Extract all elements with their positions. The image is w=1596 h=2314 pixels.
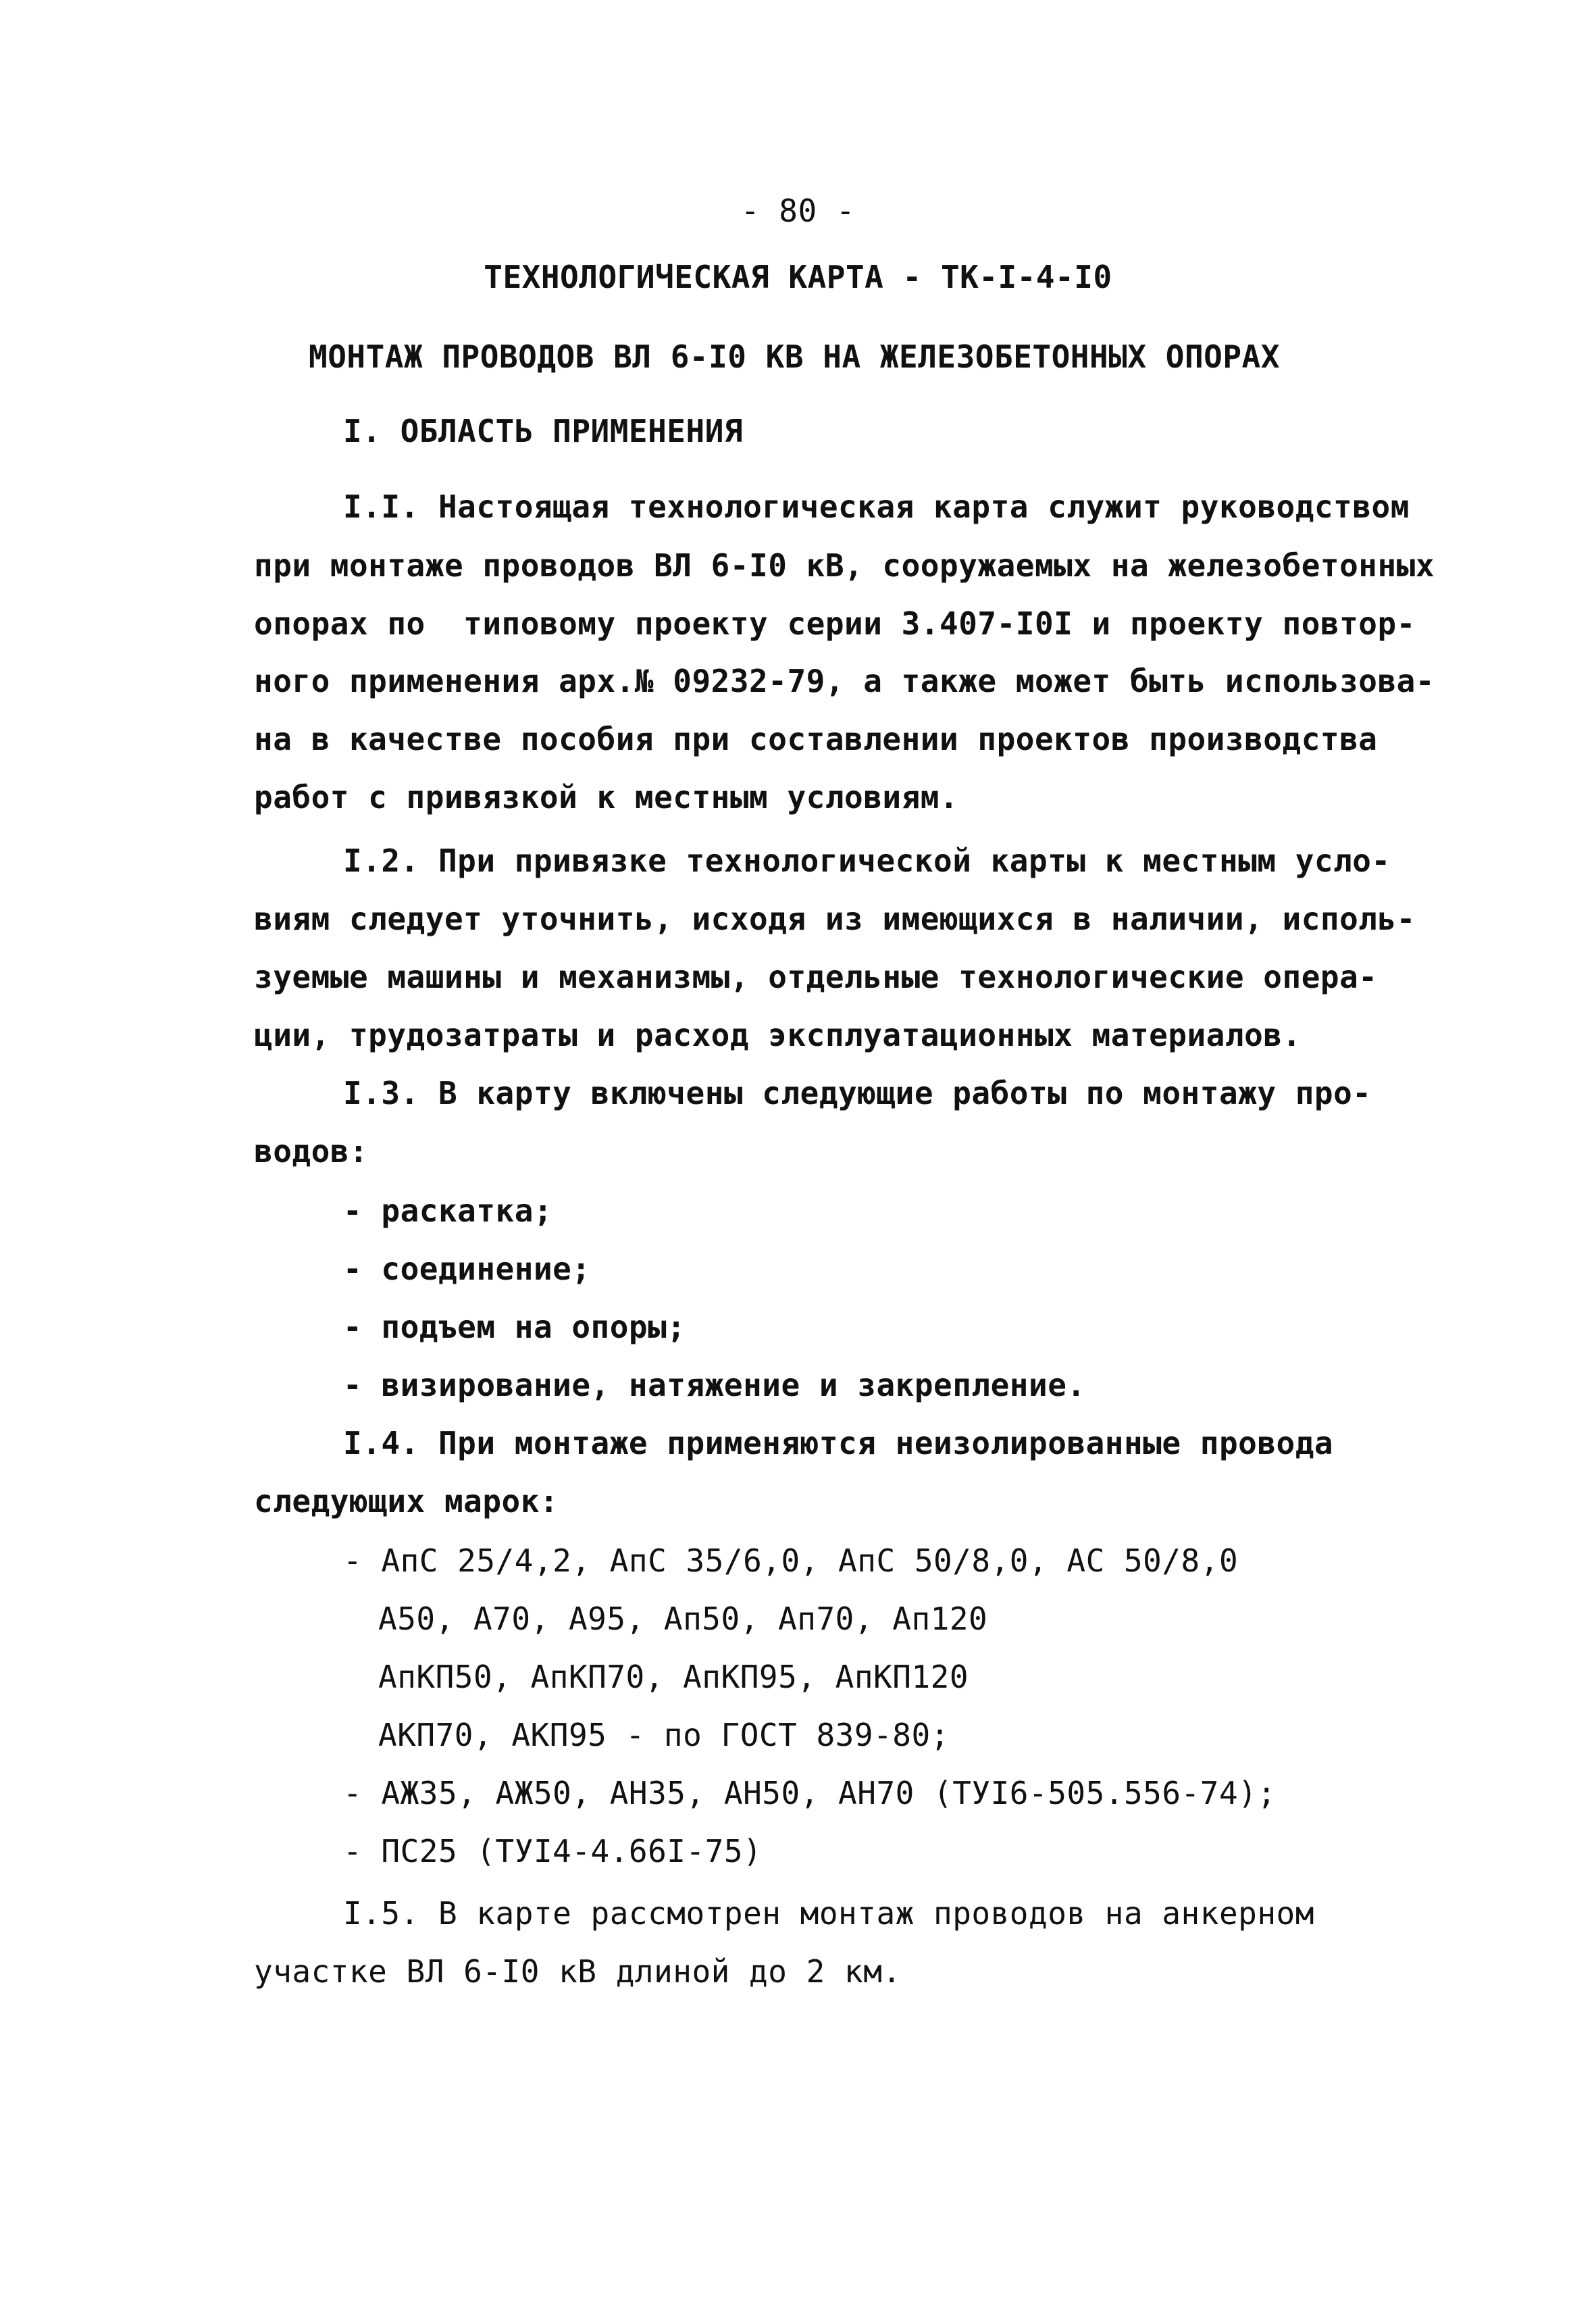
wire-grade-line: - ПС25 (ТУI4-4.66I-75) <box>343 1833 763 1869</box>
paragraph-1-1-line: опорах по типовому проекту серии 3.407-I0I и проекту повтор- <box>254 605 1416 642</box>
document-subtitle: МОНТАЖ ПРОВОДОВ ВЛ 6-I0 КВ НА ЖЕЛЕЗОБЕТОННЫХ ОПОРАХ <box>309 338 1280 375</box>
paragraph-1-1-line: при монтаже проводов ВЛ 6-I0 кВ, сооружаемых на железобетонных <box>254 547 1435 584</box>
paragraph-1-5-line: участке ВЛ 6-I0 кВ длиной до 2 км. <box>254 1953 902 1990</box>
work-list-item: - раскатка; <box>343 1192 553 1229</box>
page-number: - 80 - <box>740 193 856 229</box>
paragraph-1-2-line: I.2. При привязке технологической карты к местным усло- <box>343 842 1391 879</box>
paragraph-1-1-line: на в качестве пособия при составлении проектов производства <box>254 721 1378 757</box>
wire-grade-line: - АпС 25/4,2, АпС 35/6,0, АпС 50/8,0, АС 50/8,0 <box>343 1542 1239 1579</box>
paragraph-1-2-line: ции, трудозатраты и расход эксплуатационных материалов. <box>254 1017 1302 1053</box>
work-list-item: - соединение; <box>343 1251 591 1287</box>
paragraph-1-4-line: I.4. При монтаже применяются неизолированные провода <box>343 1425 1334 1461</box>
paragraph-1-2-line: виям следует уточнить, исходя из имеющихся в наличии, исполь- <box>254 901 1416 937</box>
wire-grade-line: А50, А70, А95, Ап50, Ап70, Ап120 <box>378 1601 988 1637</box>
wire-grade-line: АпКП50, АпКП70, АпКП95, АпКП120 <box>378 1659 969 1695</box>
paragraph-1-2-line: зуемые машины и механизмы, отдельные технологические опера- <box>254 959 1378 995</box>
wire-grade-line: АКП70, АКП95 - по ГОСТ 839-80; <box>378 1717 950 1753</box>
section-heading: I. ОБЛАСТЬ ПРИМЕНЕНИЯ <box>343 413 744 449</box>
wire-grade-line: - АЖ35, АЖ50, АН35, АН50, АН70 (ТУI6-505.556-74); <box>343 1775 1277 1811</box>
document-title: ТЕХНОЛОГИЧЕСКАЯ КАРТА - ТК-I-4-I0 <box>484 259 1112 295</box>
work-list-item: - подъем на опоры; <box>343 1309 686 1345</box>
paragraph-1-4-line: следующих марок: <box>254 1483 559 1519</box>
paragraph-1-1-line: I.I. Настоящая технологическая карта служит руководством <box>343 488 1410 525</box>
paragraph-1-3-line: I.3. В карту включены следующие работы по монтажу про- <box>343 1075 1372 1111</box>
paragraph-1-3-line: водов: <box>254 1133 369 1169</box>
paragraph-1-1-line: работ с привязкой к местным условиям. <box>254 779 959 815</box>
work-list-item: - визирование, натяжение и закрепление. <box>343 1367 1086 1403</box>
paragraph-1-5-line: I.5. В карте рассмотрен монтаж проводов на анкерном <box>343 1895 1314 1932</box>
paragraph-1-1-line: ного применения арх.№ 09232-79, а также может быть использова- <box>254 663 1435 699</box>
